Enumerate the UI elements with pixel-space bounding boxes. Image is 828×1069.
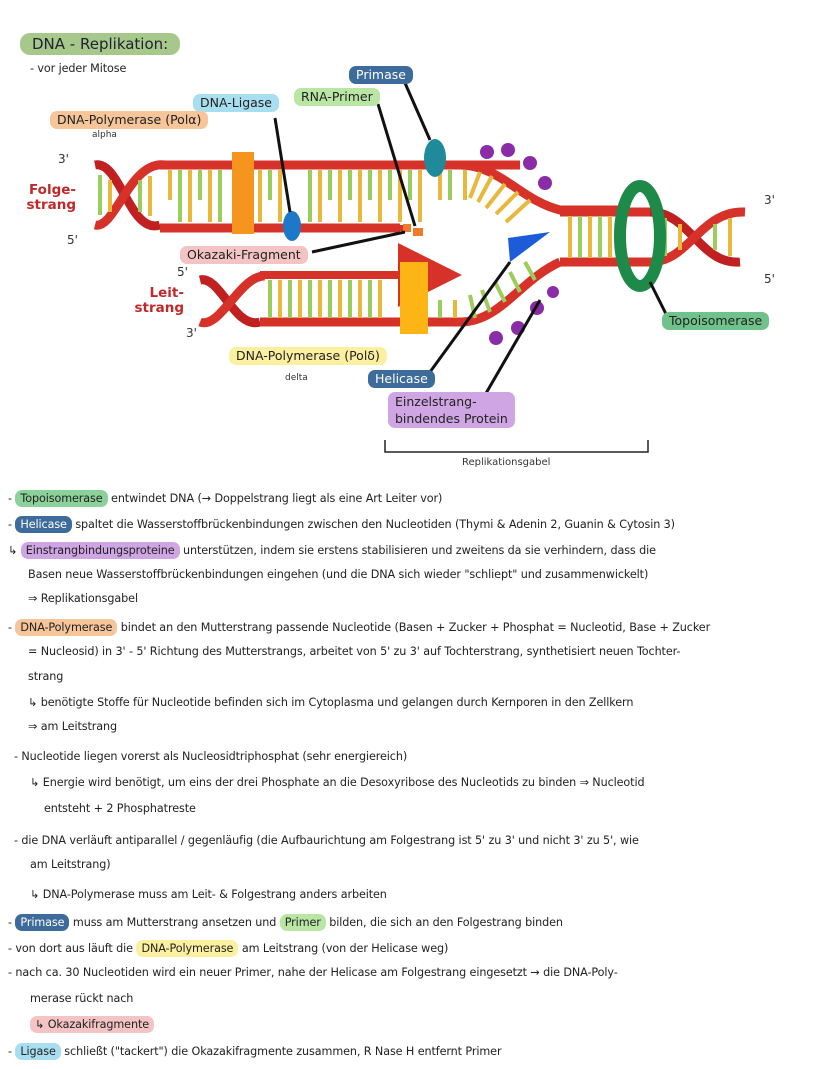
note-fork-result: ⇒ Replikationsgabel (28, 592, 138, 605)
note-ssb-cont: Basen neue Wasserstoffbrückenbindungen eingehen (und die DNA sich wieder "schliept" und zusammenwickelt) (28, 568, 649, 581)
tag-polymerase-2: DNA-Polymerase (136, 940, 238, 957)
end-3-top: 3' (58, 152, 69, 166)
note-polymerase-cont2: strang (28, 670, 64, 683)
tag-primer: Primer (280, 914, 326, 931)
okazaki-label: Okazaki-Fragment (180, 246, 308, 264)
folgestrang-label (20, 183, 76, 213)
ssb-label (388, 392, 515, 428)
topoisomerase-label: Topoisomerase (662, 312, 769, 330)
note-ligase-text: schließt ("tackert") die Okazakifragmente zusammen, R Nase H entfernt Primer (64, 1045, 502, 1058)
folgestrang-line1: Folge- (29, 182, 76, 198)
subtitle: - vor jeder Mitose (30, 62, 127, 75)
note-leading-text: am Leitstrang (von der Helicase weg) (241, 942, 449, 955)
primase-label: Primase (349, 66, 413, 84)
helicase-shape (508, 232, 550, 262)
note-antiparallel-cont: am Leitstrang) (30, 858, 111, 871)
topoisomerase-shape (620, 186, 660, 286)
end-3-right: 3' (764, 193, 775, 207)
note-primer-new-cont: merase rückt nach (30, 992, 134, 1005)
note-polymerase: - DNA-Polymerase bindet an den Mutterstrang passende Nucleotide (Basen + Zucker + Phosphat = Nucleotid, Base + Zucker (8, 621, 711, 634)
leitstrang-label (120, 286, 184, 316)
note-primase-text: bilden, die sich an den Folgestrang binden (329, 916, 563, 929)
pol-alpha-label: DNA-Polymerase (Polα) (50, 111, 208, 129)
note-ligase: - Ligase schließt ("tackert") die Okazakifragmente zusammen, R Nase H entfernt Primer (8, 1045, 502, 1058)
note-polymerase-text: bindet an den Mutterstrang passende Nucleotide (Basen + Zucker + Phosphat = Nucleotid, Base + Zucker (120, 621, 711, 634)
page-title: DNA - Replikation: (20, 33, 180, 55)
note-topoisomerase: - Topoisomerase entwindet DNA (→ Doppelstrang liegt als eine Art Leiter vor) (8, 492, 443, 505)
tag-okazaki: ↳ Okazakifragmente (30, 1016, 154, 1033)
note-nucleotides-sub: ↳ Energie wird benötigt, um eins der drei Phosphate an die Desoxyribose des Nucleotids zu binden ⇒ Nucleotid (30, 776, 645, 789)
alpha-note: alpha (92, 130, 117, 140)
tag-primase: Primase (15, 914, 69, 931)
leading-strand-helix (200, 262, 560, 323)
primase-shape (424, 139, 446, 177)
delta-note: delta (285, 373, 308, 383)
pol-delta-label: DNA-Polymerase (Polδ) (229, 347, 387, 365)
fork-bracket (385, 440, 648, 452)
note-polymerase-sub: ↳ benötigte Stoffe für Nucleotide befinden sich im Cytoplasma und gelangen durch Kernporen in den Zellkern (28, 696, 634, 709)
tag-ssb: Einstrangbindungsproteine (21, 542, 180, 559)
leitstrang-line1: Leit- (149, 285, 184, 301)
note-antiparallel: - die DNA verläuft antiparallel / gegenläufig (die Aufbaurichtung am Folgestrang ist 5' zu 3' und nicht 3' zu 5', wie (14, 834, 639, 847)
lagging-strand-helix (95, 165, 620, 236)
tag-ligase: Ligase (15, 1043, 60, 1060)
end-5-right: 5' (764, 272, 775, 286)
note-ssb-text: unterstützen, indem sie erstens stabilisieren und zweitens da sie verhindern, dass die (183, 544, 656, 557)
end-5-bottom: 5' (177, 265, 188, 279)
note-helicase: - Helicase spaltet die Wasserstoffbrückenbindungen zwischen den Nucleotiden (Thymi & Adenin 2, Guanin & Cytosin 3) (8, 518, 675, 531)
note-leading (8, 940, 448, 957)
parent-helix (560, 212, 745, 262)
note-primase-mid: muss am Mutterstrang ansetzen und (72, 916, 277, 929)
helicase-label: Helicase (368, 370, 435, 388)
tag-polymerase: DNA-Polymerase (15, 619, 117, 636)
note-ssb: ↳ Einstrangbindungsproteine unterstützen, indem sie erstens stabilisieren und zweitens da sie verhindern, dass die (8, 544, 656, 557)
dna-ligase-label: DNA-Ligase (193, 94, 279, 112)
note-nucleotides: - Nucleotide liegen vorerst als Nucleosidtriphosphat (sehr energiereich) (14, 750, 408, 763)
note-nucleotides-cont: entsteht + 2 Phosphatreste (44, 802, 196, 815)
note-polymerase-cont1: = Nucleosid) in 3' - 5' Richtung des Mutterstrangs, arbeitet von 5' zu 3' auf Tochterstrang, synthetisiert neuen Tochter- (28, 645, 681, 658)
note-helicase-text: spaltet die Wasserstoffbrückenbindungen zwischen den Nucleotiden (Thymi & Adenin 2, Guanin & Cytosin 3) (75, 518, 675, 531)
pol-alpha-shape (232, 152, 254, 234)
end-5-top: 5' (67, 233, 78, 247)
ssb-label-line2: bindendes Protein (395, 411, 508, 426)
tag-topoisomerase: Topoisomerase (15, 490, 107, 507)
note-antiparallel-sub: ↳ DNA-Polymerase muss am Leit- & Folgestrang anders arbeiten (30, 888, 387, 901)
pol-delta-shape (400, 262, 428, 334)
end-3-bottom: 3' (186, 326, 197, 340)
note-topoisomerase-text: entwindet DNA (→ Doppelstrang liegt als eine Art Leiter vor) (111, 492, 443, 505)
tag-helicase: Helicase (15, 516, 71, 533)
note-primer-new: - nach ca. 30 Nucleotiden wird ein neuer Primer, nahe der Helicase am Folgestrang eingesetzt → die DNA-Poly- (8, 966, 618, 979)
note-leading-pre: - von dort aus läuft die (8, 942, 133, 955)
leitstrang-line2: strang (134, 300, 184, 316)
note-polymerase-result: ⇒ am Leitstrang (28, 720, 118, 733)
ssb-label-line1: Einzelstrang- (395, 394, 477, 409)
note-okazaki (30, 1016, 154, 1033)
note-primase: - Primase muss am Mutterstrang ansetzen und Primer bilden, die sich an den Folgestrang binden (8, 916, 563, 929)
fork-label: Replikationsgabel (462, 457, 551, 468)
folgestrang-line2: strang (26, 197, 76, 213)
rna-primer-label: RNA-Primer (294, 88, 380, 106)
ligase-shape (283, 211, 301, 241)
